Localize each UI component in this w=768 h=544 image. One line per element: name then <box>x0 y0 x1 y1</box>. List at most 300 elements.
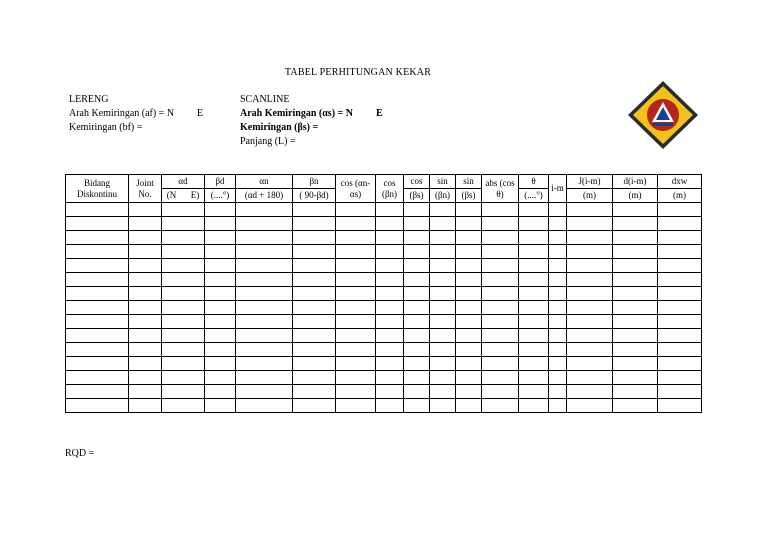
table-cell[interactable] <box>129 343 162 357</box>
table-cell[interactable] <box>567 287 613 301</box>
table-cell[interactable] <box>613 231 658 245</box>
table-row <box>66 315 702 329</box>
table-cell[interactable] <box>129 287 162 301</box>
table-cell[interactable] <box>658 203 702 217</box>
table-cell[interactable] <box>336 371 376 385</box>
table-cell[interactable] <box>430 343 456 357</box>
table-cell[interactable] <box>236 371 293 385</box>
table-cell[interactable] <box>549 301 567 315</box>
table-cell[interactable] <box>404 399 430 413</box>
table-cell[interactable] <box>404 287 430 301</box>
table-cell[interactable] <box>658 259 702 273</box>
table-cell[interactable] <box>456 301 482 315</box>
table-cell[interactable] <box>129 399 162 413</box>
table-cell[interactable] <box>430 217 456 231</box>
table-cell[interactable] <box>162 259 205 273</box>
table-row <box>66 217 702 231</box>
table-cell[interactable] <box>236 399 293 413</box>
table-cell[interactable] <box>336 287 376 301</box>
table-cell[interactable] <box>162 343 205 357</box>
table-cell[interactable] <box>404 343 430 357</box>
table-row <box>66 203 702 217</box>
table-cell[interactable] <box>129 315 162 329</box>
table-cell[interactable] <box>66 273 129 287</box>
table-cell[interactable] <box>519 371 549 385</box>
table-cell[interactable] <box>205 259 236 273</box>
table-cell[interactable] <box>567 357 613 371</box>
table-cell[interactable] <box>236 259 293 273</box>
table-cell[interactable] <box>129 357 162 371</box>
table-row <box>66 245 702 259</box>
table-row <box>66 259 702 273</box>
scanline-block <box>240 93 383 149</box>
table-cell[interactable] <box>456 259 482 273</box>
table-row <box>66 287 702 301</box>
lereng-arah-e: E <box>197 108 204 119</box>
table-cell[interactable] <box>162 399 205 413</box>
table-cell[interactable] <box>376 385 404 399</box>
table-cell[interactable] <box>658 217 702 231</box>
table-cell[interactable] <box>519 259 549 273</box>
table-cell[interactable] <box>66 301 129 315</box>
header-jim-unit: (m) <box>567 189 613 203</box>
table-cell[interactable] <box>376 329 404 343</box>
table-cell[interactable] <box>456 217 482 231</box>
table-cell[interactable] <box>205 301 236 315</box>
table-cell[interactable] <box>549 287 567 301</box>
table-cell[interactable] <box>66 231 129 245</box>
table-cell[interactable] <box>519 231 549 245</box>
table-cell[interactable] <box>205 203 236 217</box>
table-cell[interactable] <box>236 203 293 217</box>
table-cell[interactable] <box>519 287 549 301</box>
table-cell[interactable] <box>549 329 567 343</box>
table-cell[interactable] <box>482 231 519 245</box>
header-cos-bs-unit: (βs) <box>404 189 430 203</box>
header-ad-n: (N <box>166 190 177 200</box>
table-cell[interactable] <box>293 329 336 343</box>
header-ad-unit <box>162 189 205 203</box>
table-cell[interactable] <box>482 357 519 371</box>
table-cell[interactable] <box>404 385 430 399</box>
table-cell[interactable] <box>336 273 376 287</box>
table-cell[interactable] <box>162 231 205 245</box>
table-cell[interactable] <box>293 273 336 287</box>
table-cell[interactable] <box>293 245 336 259</box>
table-cell[interactable] <box>482 273 519 287</box>
table-cell[interactable] <box>293 371 336 385</box>
table-cell[interactable] <box>613 329 658 343</box>
table-cell[interactable] <box>336 329 376 343</box>
table-cell[interactable] <box>162 273 205 287</box>
table-cell[interactable] <box>404 259 430 273</box>
table-cell[interactable] <box>205 343 236 357</box>
table-cell[interactable] <box>404 301 430 315</box>
table-cell[interactable] <box>456 385 482 399</box>
table-cell[interactable] <box>430 245 456 259</box>
table-cell[interactable] <box>613 301 658 315</box>
table-cell[interactable] <box>162 385 205 399</box>
table-cell[interactable] <box>456 329 482 343</box>
table-row <box>66 301 702 315</box>
table-cell[interactable] <box>129 273 162 287</box>
table-cell[interactable] <box>205 217 236 231</box>
table-row <box>66 399 702 413</box>
header-an: αn <box>236 175 293 189</box>
table-cell[interactable] <box>293 301 336 315</box>
table-cell[interactable] <box>129 245 162 259</box>
table-cell[interactable] <box>236 315 293 329</box>
table-cell[interactable] <box>205 371 236 385</box>
table-cell[interactable] <box>293 343 336 357</box>
table-cell[interactable] <box>613 245 658 259</box>
table-cell[interactable] <box>236 217 293 231</box>
table-cell[interactable] <box>162 245 205 259</box>
table-cell[interactable] <box>66 399 129 413</box>
table-cell[interactable] <box>430 203 456 217</box>
table-cell[interactable] <box>205 385 236 399</box>
table-cell[interactable] <box>567 301 613 315</box>
table-cell[interactable] <box>66 385 129 399</box>
table-cell[interactable] <box>549 259 567 273</box>
table-cell[interactable] <box>482 343 519 357</box>
table-cell[interactable] <box>162 217 205 231</box>
table-cell[interactable] <box>430 301 456 315</box>
table-cell[interactable] <box>658 357 702 371</box>
table-cell[interactable] <box>293 217 336 231</box>
table-cell[interactable] <box>66 287 129 301</box>
table-cell[interactable] <box>567 371 613 385</box>
table-cell[interactable] <box>482 329 519 343</box>
table-cell[interactable] <box>456 357 482 371</box>
scanline-heading: SCANLINE <box>240 94 290 105</box>
table-cell[interactable] <box>613 385 658 399</box>
table-cell[interactable] <box>613 343 658 357</box>
table-cell[interactable] <box>376 203 404 217</box>
table-cell[interactable] <box>430 259 456 273</box>
table-cell[interactable] <box>129 217 162 231</box>
table-cell[interactable] <box>567 329 613 343</box>
header-ad: αd <box>162 175 205 189</box>
table-cell[interactable] <box>162 329 205 343</box>
table-cell[interactable] <box>430 231 456 245</box>
table-cell[interactable] <box>613 399 658 413</box>
table-cell[interactable] <box>336 315 376 329</box>
table-cell[interactable] <box>456 231 482 245</box>
lereng-arah-row <box>69 107 203 121</box>
table-cell[interactable] <box>658 245 702 259</box>
table-cell[interactable] <box>549 385 567 399</box>
table-cell[interactable] <box>404 273 430 287</box>
table-cell[interactable] <box>404 329 430 343</box>
table-cell[interactable] <box>519 203 549 217</box>
table-cell[interactable] <box>482 301 519 315</box>
table-cell[interactable] <box>482 217 519 231</box>
table-cell[interactable] <box>456 315 482 329</box>
table-cell[interactable] <box>236 273 293 287</box>
lereng-kemiringan: Kemiringan (bf) = <box>69 122 143 133</box>
table-cell[interactable] <box>376 245 404 259</box>
table-cell[interactable] <box>613 273 658 287</box>
table-cell[interactable] <box>404 357 430 371</box>
header-dxw-unit: (m) <box>658 189 702 203</box>
table-cell[interactable] <box>482 385 519 399</box>
table-cell[interactable] <box>336 259 376 273</box>
table-cell[interactable] <box>205 287 236 301</box>
table-cell[interactable] <box>236 343 293 357</box>
table-cell[interactable] <box>519 301 549 315</box>
table-cell[interactable] <box>66 357 129 371</box>
table-cell[interactable] <box>519 217 549 231</box>
table-cell[interactable] <box>567 273 613 287</box>
table-cell[interactable] <box>66 203 129 217</box>
table-cell[interactable] <box>205 273 236 287</box>
table-cell[interactable] <box>430 287 456 301</box>
table-cell[interactable] <box>567 259 613 273</box>
table-cell[interactable] <box>549 357 567 371</box>
header-bd-unit: (....°) <box>205 189 236 203</box>
header-jim: J(i-m) <box>567 175 613 189</box>
lereng-heading: LERENG <box>69 94 109 105</box>
table-cell[interactable] <box>482 203 519 217</box>
table-cell[interactable] <box>482 399 519 413</box>
table-cell[interactable] <box>376 315 404 329</box>
table-cell[interactable] <box>456 203 482 217</box>
scanline-kemiringan: Kemiringan (βs) = <box>240 122 319 133</box>
header-dxw: dxw <box>658 175 702 189</box>
table-cell[interactable] <box>549 217 567 231</box>
table-cell[interactable] <box>376 399 404 413</box>
table-cell[interactable] <box>658 329 702 343</box>
table-cell[interactable] <box>549 231 567 245</box>
table-cell[interactable] <box>66 315 129 329</box>
table-cell[interactable] <box>336 399 376 413</box>
table-cell[interactable] <box>613 371 658 385</box>
page-title: TABEL PERHITUNGAN KEKAR <box>284 67 432 78</box>
table-cell[interactable] <box>376 217 404 231</box>
table-cell[interactable] <box>430 315 456 329</box>
table-cell[interactable] <box>482 287 519 301</box>
table-cell[interactable] <box>658 273 702 287</box>
table-cell[interactable] <box>404 371 430 385</box>
table-cell[interactable] <box>549 203 567 217</box>
table-cell[interactable] <box>482 315 519 329</box>
header-sin-bn: sin <box>430 175 456 189</box>
table-cell[interactable] <box>236 357 293 371</box>
table-cell[interactable] <box>162 301 205 315</box>
table-cell[interactable] <box>519 329 549 343</box>
table-cell[interactable] <box>519 273 549 287</box>
table-cell[interactable] <box>519 315 549 329</box>
table-cell[interactable] <box>205 329 236 343</box>
table-cell[interactable] <box>236 287 293 301</box>
table-cell[interactable] <box>293 315 336 329</box>
table-cell[interactable] <box>567 231 613 245</box>
table-cell[interactable] <box>376 343 404 357</box>
table-cell[interactable] <box>129 371 162 385</box>
scanline-arah-row <box>240 107 383 121</box>
table-cell[interactable] <box>549 343 567 357</box>
table-cell[interactable] <box>66 329 129 343</box>
table-cell[interactable] <box>205 315 236 329</box>
table-cell[interactable] <box>430 385 456 399</box>
table-cell[interactable] <box>293 203 336 217</box>
table-cell[interactable] <box>336 203 376 217</box>
header-dim-unit: (m) <box>613 189 658 203</box>
table-cell[interactable] <box>376 301 404 315</box>
table-row <box>66 231 702 245</box>
table-cell[interactable] <box>236 301 293 315</box>
header-bn: βn <box>293 175 336 189</box>
table-cell[interactable] <box>404 315 430 329</box>
table-cell[interactable] <box>519 385 549 399</box>
table-cell[interactable] <box>205 399 236 413</box>
table-cell[interactable] <box>336 217 376 231</box>
table-cell[interactable] <box>66 259 129 273</box>
table-cell[interactable] <box>658 371 702 385</box>
table-cell[interactable] <box>613 287 658 301</box>
table-cell[interactable] <box>658 343 702 357</box>
table-cell[interactable] <box>205 231 236 245</box>
table-cell[interactable] <box>567 245 613 259</box>
table-cell[interactable] <box>293 357 336 371</box>
table-cell[interactable] <box>376 273 404 287</box>
table-cell[interactable] <box>336 231 376 245</box>
table-cell[interactable] <box>404 231 430 245</box>
table-cell[interactable] <box>456 343 482 357</box>
table-cell[interactable] <box>129 329 162 343</box>
scanline-arah-label: Arah Kemiringan (αs) = N <box>240 108 353 119</box>
table-cell[interactable] <box>482 245 519 259</box>
table-cell[interactable] <box>613 357 658 371</box>
table-cell[interactable] <box>430 273 456 287</box>
table-row <box>66 329 702 343</box>
table-cell[interactable] <box>430 357 456 371</box>
scanline-arah-e: E <box>375 108 383 119</box>
table-cell[interactable] <box>404 203 430 217</box>
table-cell[interactable] <box>456 287 482 301</box>
scanline-panjang: Panjang (L) = <box>240 136 296 147</box>
table-cell[interactable] <box>205 245 236 259</box>
table-cell[interactable] <box>205 357 236 371</box>
table-cell[interactable] <box>567 217 613 231</box>
joint-calculation-table <box>65 174 702 413</box>
table-row <box>66 371 702 385</box>
table-cell[interactable] <box>567 203 613 217</box>
table-cell[interactable] <box>519 399 549 413</box>
table-cell[interactable] <box>236 385 293 399</box>
table-cell[interactable] <box>567 399 613 413</box>
table-row <box>66 385 702 399</box>
table-cell[interactable] <box>658 315 702 329</box>
table-cell[interactable] <box>567 385 613 399</box>
table-cell[interactable] <box>613 259 658 273</box>
table-cell[interactable] <box>482 259 519 273</box>
table-cell[interactable] <box>66 217 129 231</box>
table-cell[interactable] <box>293 385 336 399</box>
table-cell[interactable] <box>336 343 376 357</box>
table-cell[interactable] <box>658 287 702 301</box>
table-cell[interactable] <box>613 315 658 329</box>
table-cell[interactable] <box>658 399 702 413</box>
table-cell[interactable] <box>376 259 404 273</box>
table-cell[interactable] <box>549 399 567 413</box>
table-cell[interactable] <box>336 301 376 315</box>
table-cell[interactable] <box>482 371 519 385</box>
table-cell[interactable] <box>549 371 567 385</box>
table-cell[interactable] <box>430 399 456 413</box>
table-cell[interactable] <box>519 357 549 371</box>
table-cell[interactable] <box>236 329 293 343</box>
table-cell[interactable] <box>456 399 482 413</box>
table-cell[interactable] <box>293 287 336 301</box>
table-cell[interactable] <box>162 357 205 371</box>
table-cell[interactable] <box>519 245 549 259</box>
table-cell[interactable] <box>658 231 702 245</box>
table-cell[interactable] <box>236 245 293 259</box>
table-cell[interactable] <box>658 301 702 315</box>
table-cell[interactable] <box>376 287 404 301</box>
table-cell[interactable] <box>162 203 205 217</box>
table-cell[interactable] <box>519 343 549 357</box>
table-cell[interactable] <box>129 301 162 315</box>
table-cell[interactable] <box>567 315 613 329</box>
table-cell[interactable] <box>129 203 162 217</box>
table-cell[interactable] <box>404 245 430 259</box>
table-cell[interactable] <box>549 315 567 329</box>
table-cell[interactable] <box>404 217 430 231</box>
table-cell[interactable] <box>456 273 482 287</box>
header-bidang: Bidang Diskontinu <box>66 175 129 203</box>
table-cell[interactable] <box>293 231 336 245</box>
table-cell[interactable] <box>336 357 376 371</box>
table-cell[interactable] <box>336 385 376 399</box>
table-cell[interactable] <box>613 217 658 231</box>
table-cell[interactable] <box>567 343 613 357</box>
header-bn-unit: ( 90-βd) <box>293 189 336 203</box>
table-cell[interactable] <box>293 259 336 273</box>
table-cell[interactable] <box>456 245 482 259</box>
table-cell[interactable] <box>376 357 404 371</box>
table-cell[interactable] <box>430 329 456 343</box>
table-cell[interactable] <box>129 259 162 273</box>
header-bd: βd <box>205 175 236 189</box>
table-cell[interactable] <box>162 371 205 385</box>
table-cell[interactable] <box>549 273 567 287</box>
table-cell[interactable] <box>613 203 658 217</box>
table-cell[interactable] <box>162 315 205 329</box>
table-cell[interactable] <box>293 399 336 413</box>
table-cell[interactable] <box>162 287 205 301</box>
header-theta: θ <box>519 175 549 189</box>
table-cell[interactable] <box>66 245 129 259</box>
table-cell[interactable] <box>336 245 376 259</box>
table-cell[interactable] <box>129 385 162 399</box>
table-cell[interactable] <box>376 371 404 385</box>
table-cell[interactable] <box>129 231 162 245</box>
table-cell[interactable] <box>66 343 129 357</box>
header-sin-bn-unit: (βn) <box>430 189 456 203</box>
table-cell[interactable] <box>66 371 129 385</box>
table-cell[interactable] <box>456 371 482 385</box>
table-cell[interactable] <box>549 245 567 259</box>
table-cell[interactable] <box>430 371 456 385</box>
header-i-m: i-m <box>549 175 567 203</box>
table-cell[interactable] <box>658 385 702 399</box>
header-an-unit: (αd + 180) <box>236 189 293 203</box>
table-cell[interactable] <box>376 231 404 245</box>
table-cell[interactable] <box>236 231 293 245</box>
